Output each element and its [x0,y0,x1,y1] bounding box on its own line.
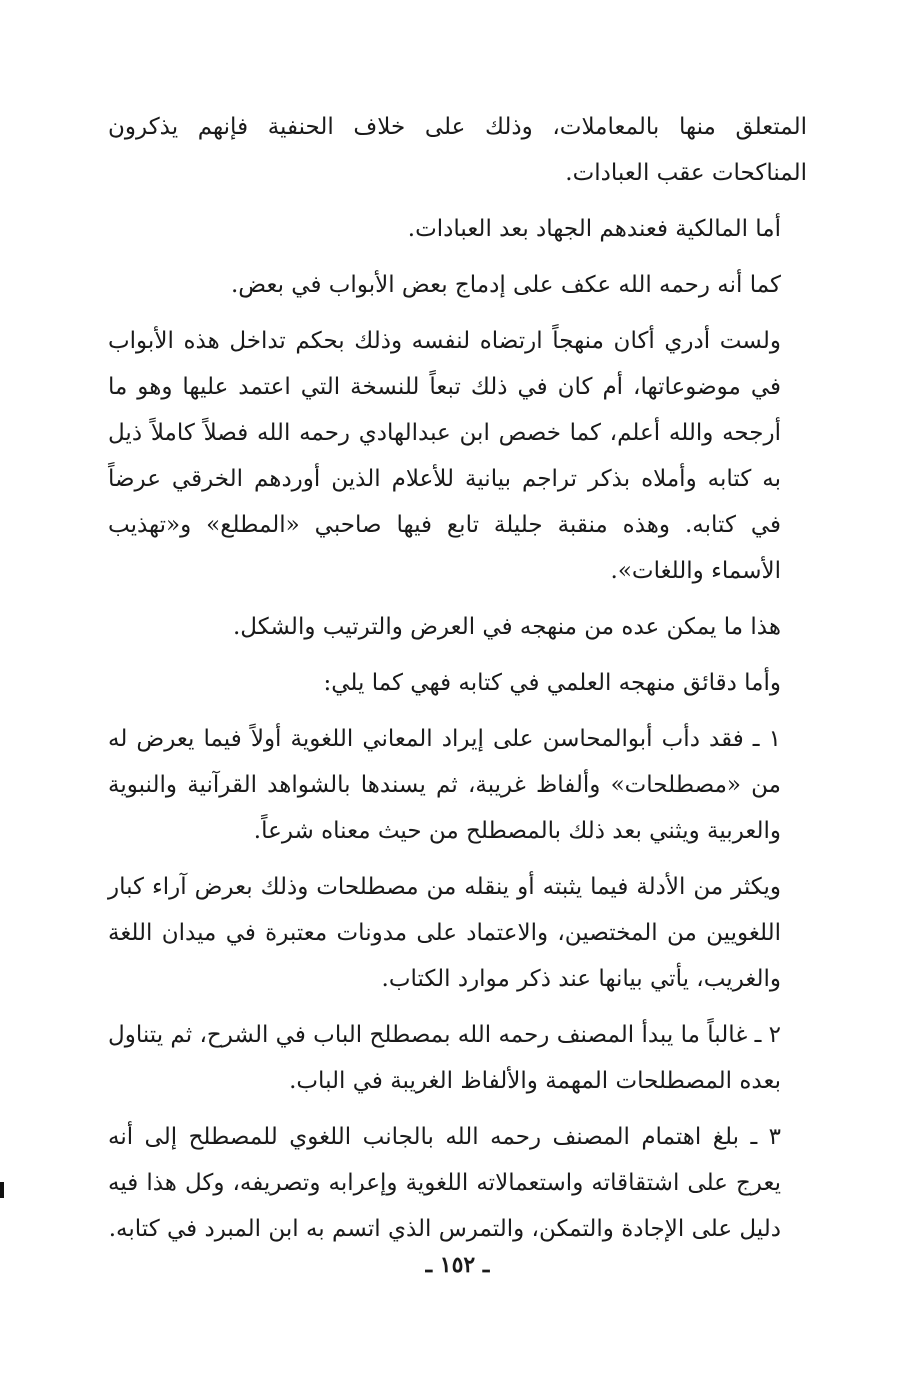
paragraph: ولست أدري أكان منهجاً ارتضاه لنفسه وذلك بحكم تداخل هذه الأبواب في موضوعاتها، أم كان في ذلك تبعاً للنسخة التي اعتمد عليها وهو ما أرجحه والله أعلم، كما خصص ابن عبدالهادي رحمه الله فصلاً كاملاً ذيل به كتابه وأملاه بذكر تراجم بيانية للأعلام الذين أوردهم الخرقي عرضاً في كتابه. وهذه منقبة جليلة تابع فيها صاحبي «المطلع» و«تهذيب الأسماء واللغات». [108,328,781,584]
body-text [108,104,807,1262]
paragraph: أما المالكية فعندهم الجهاد بعد العبادات. [407,216,781,242]
page-number: ـ ١٥٢ ـ [425,1252,490,1278]
paragraph: هذا ما يمكن عده من منهجه في العرض والترتيب والشكل. [232,614,781,640]
paragraph: ٣ ـ بلغ اهتمام المصنف رحمه الله بالجانب اللغوي للمصطلح إلى أنه يعرج على اشتقاقاته واستعمالاته اللغوية وإعرابه وتصريفه، وكل هذا فيه دليل على الإجادة والتمكن، والتمرس الذي اتسم به ابن المبرد في كتابه. [108,1124,781,1242]
scan-edge-mark [0,1182,4,1198]
paragraph: ويكثر من الأدلة فيما يثبته أو ينقله من مصطلحات وذلك بعرض آراء كبار اللغويين من المختصين، والاعتماد على مدونات معتبرة في ميدان اللغة والغريب، يأتي بيانها عند ذكر موارد الكتاب. [108,874,781,992]
paragraph: وأما دقائق منهجه العلمي في كتابه فهي كما يلي: [323,670,781,696]
paragraph: ٢ ـ غالباً ما يبدأ المصنف رحمه الله بمصطلح الباب في الشرح، ثم يتناول بعده المصطلحات المهمة والألفاظ الغريبة في الباب. [108,1022,781,1094]
paragraph: ١ ـ فقد دأب أبوالمحاسن على إيراد المعاني اللغوية أولاً فيما يعرض له من «مصطلحات» وألفاظ غريبة، ثم يسندها بالشواهد القرآنية والنبوية والعربية ويثني بعد ذلك بالمصطلح من حيث معناه شرعاً. [108,726,781,844]
paragraph: كما أنه رحمه الله عكف على إدماج بعض الأبواب في بعض. [231,272,781,298]
paragraph: المتعلق منها بالمعاملات، وذلك على خلاف الحنفية فإنهم يذكرون المناكحات عقب العبادات. [108,114,807,186]
